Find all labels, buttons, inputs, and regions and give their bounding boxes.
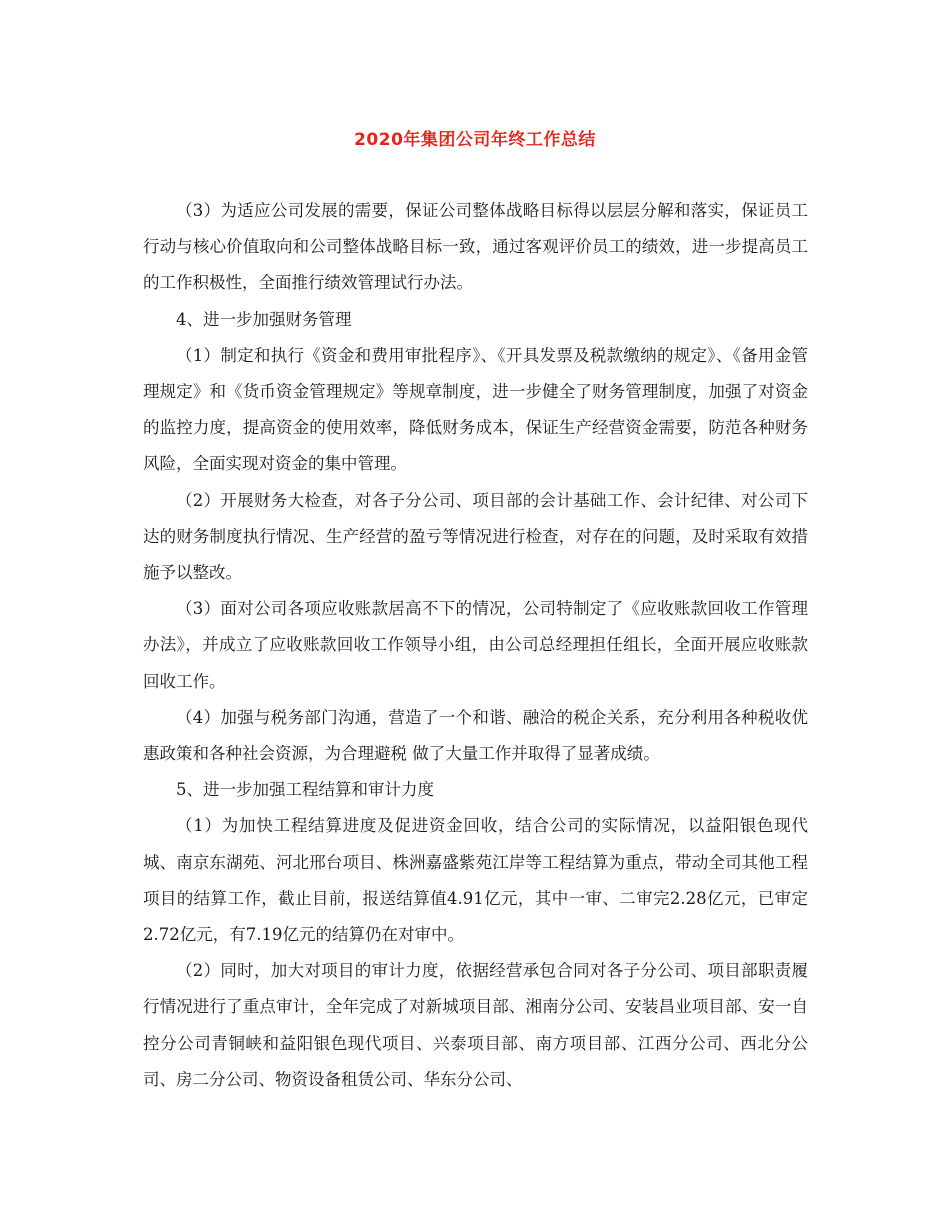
paragraph-audit-2: （2）同时，加大对项目的审计力度，依据经营承包合同对各子分公司、项目部职责履行情况进行了重点审计，全年完成了对新城项目部、湘南分公司、安装昌业项目部、安一自控分公司青铜峡和益阳银色现代项目、兴泰项目部、南方项目部、江西分公司、西北分公司、房二分公司、物资设备租赁公司、华东分公司、 [143, 961, 808, 1089]
paragraph-audit-1: （1）为加快工程结算进度及促进资金回收，结合公司的实际情况，以益阳银色现代城、南京东湖苑、河北邢台项目、株洲嘉盛紫苑江岸等工程结算为重点，带动全司其他工程项目的结算工作，截止目前，报送结算值4.91亿元，其中一审、二审完2.28亿元，已审定2.72亿元，有7.19亿元的结算仍在对审中。 [143, 816, 808, 945]
section-heading-audit: 5、进一步加强工程结算和审计力度 [176, 780, 434, 800]
paragraph-finance-1: （1）制定和执行《资金和费用审批程序》、《开具发票及税款缴纳的规定》、《备用金管理规定》和《货币资金管理规定》等规章制度，进一步健全了财务管理制度，加强了对资金的监控力度，提高资金的使用效率，降低财务成本，保证生产经营资金需要，防范各种财务风险，全面实现对资金的集中管理。 [143, 345, 808, 474]
section-heading-finance: 4、进一步加强财务管理 [176, 309, 352, 329]
document-body [143, 193, 808, 1098]
paragraph-3-performance: （3）为适应公司发展的需要，保证公司整体战略目标得以层层分解和落实，保证员工行动与核心价值取向和公司整体战略目标一致，通过客观评价员工的绩效，进一步提高员工的工作积极性，全面推行绩效管理试行办法。 [143, 201, 808, 293]
paragraph-finance-2: （2）开展财务大检查，对各子分公司、项目部的会计基础工作、会计纪律、对公司下达的财务制度执行情况、生产经营的盈亏等情况进行检查，对存在的问题，及时采取有效措施予以整改。 [143, 490, 808, 583]
paragraph-finance-3: （3）面对公司各项应收账款居高不下的情况，公司特制定了《应收账款回收工作管理办法》，并成立了应收账款回收工作领导小组，由公司总经理担任组长，全面开展应收账款回收工作。 [143, 599, 808, 691]
paragraph-finance-4: （4）加强与税务部门沟通，营造了一个和谐、融洽的税企关系，充分利用各种税收优惠政策和各种社会资源，为合理避税 做了大量工作并取得了显著成绩。 [143, 707, 808, 764]
document-title: 2020年集团公司年终工作总结 [354, 130, 596, 150]
